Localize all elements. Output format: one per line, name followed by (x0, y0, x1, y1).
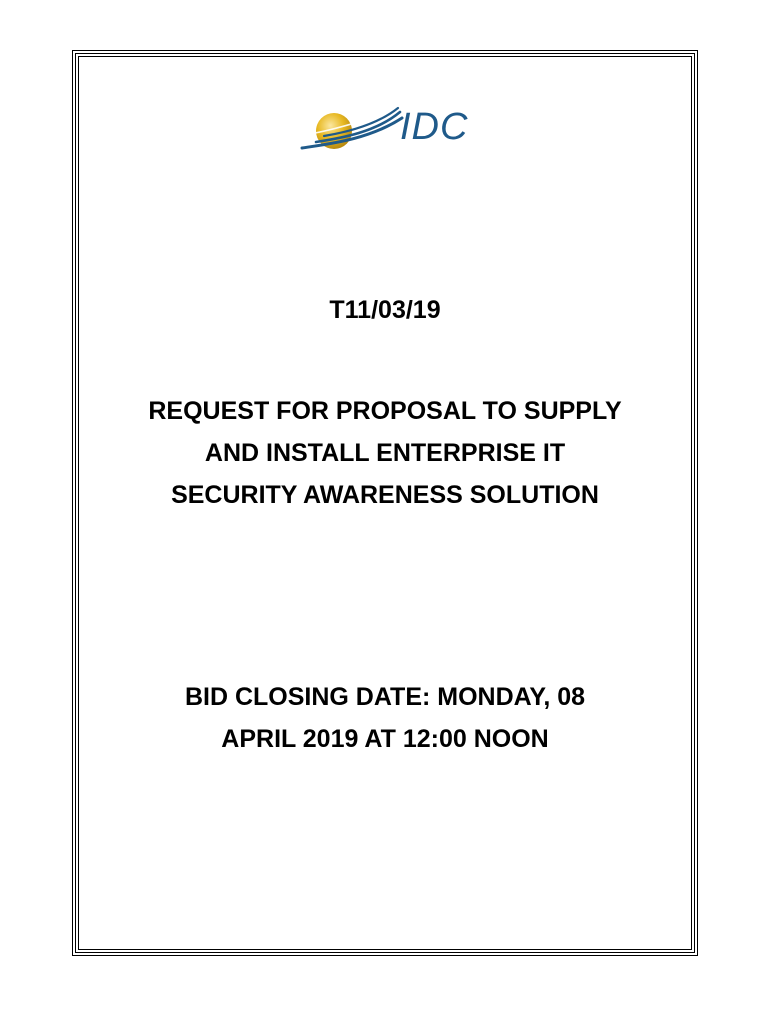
closing-line: APRIL 2019 AT 12:00 NOON (221, 725, 549, 753)
tender-reference: T11/03/19 (329, 296, 441, 324)
title-line: SECURITY AWARENESS SOLUTION (171, 481, 599, 509)
title-line: AND INSTALL ENTERPRISE IT (204, 439, 566, 467)
title-line: REQUEST FOR PROPOSAL TO SUPPLY (148, 397, 622, 425)
document-title (80, 390, 690, 516)
idc-sun-swoosh-icon (298, 104, 408, 158)
bid-closing-date (80, 676, 690, 760)
closing-line: BID CLOSING DATE: MONDAY, 08 (184, 683, 586, 711)
idc-logo (298, 104, 488, 158)
logo-text: IDC (400, 106, 469, 148)
